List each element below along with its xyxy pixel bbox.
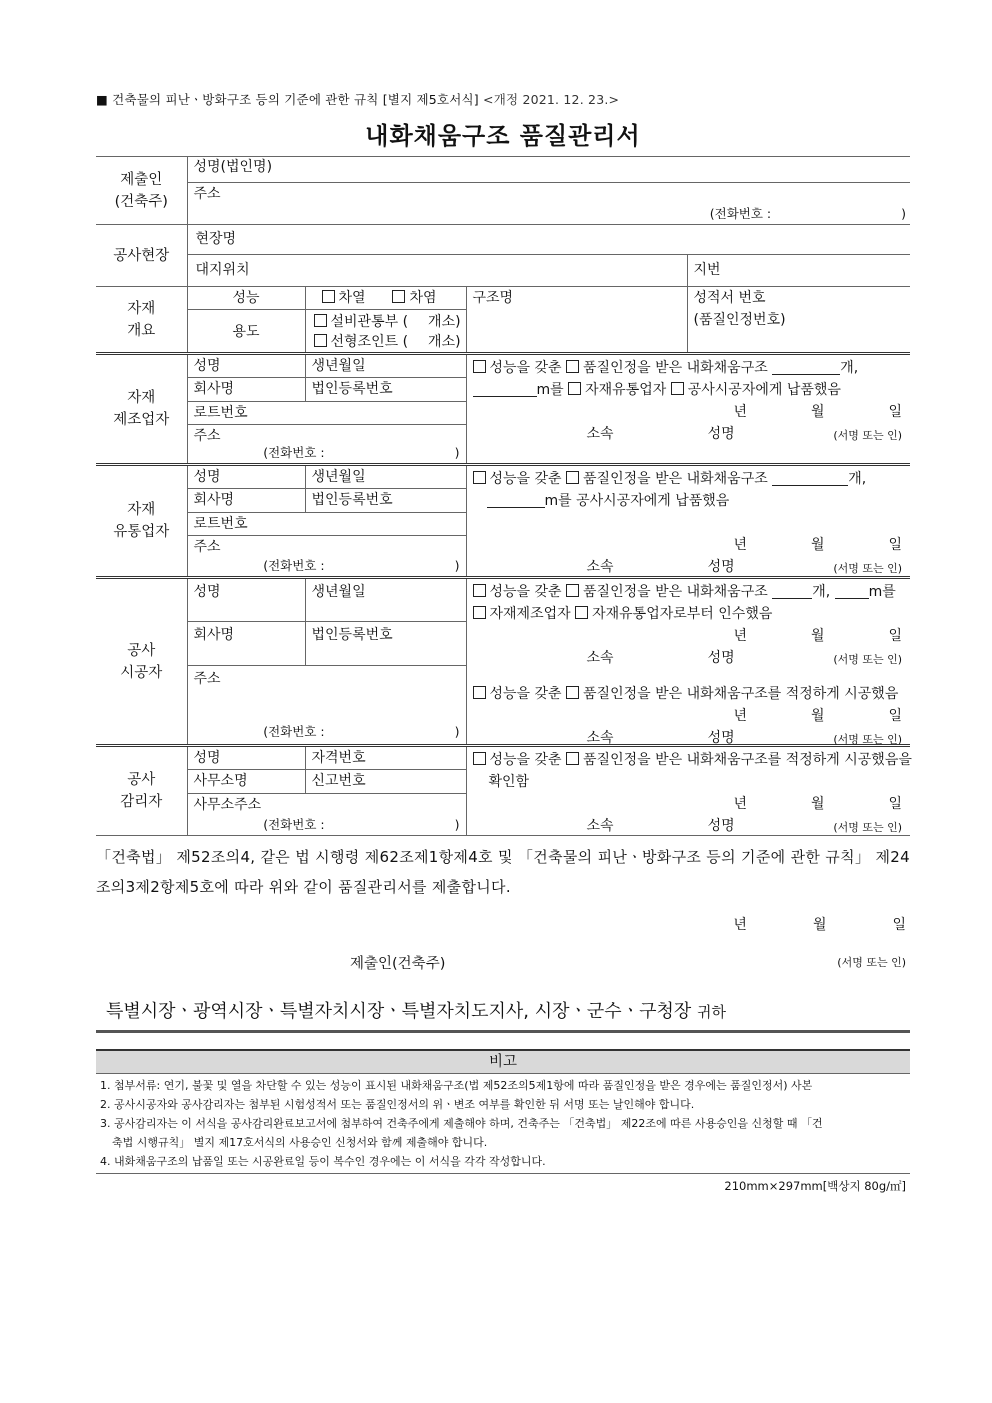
con-installed-certified-checkbox[interactable]: [566, 686, 579, 699]
manufacturer-birth-field[interactable]: 생년월일: [305, 354, 466, 378]
con-installed-performance-checkbox[interactable]: [473, 686, 486, 699]
rule-reference: ■ 건축물의 피난ㆍ방화구조 등의 기준에 관한 규칙 [별지 제5호서식]: [96, 92, 479, 107]
distributor-sign: 소속 성명: [586, 559, 735, 575]
site-location-field[interactable]: 대지위치: [187, 255, 687, 287]
submitter-tel: (전화번호 : ): [709, 206, 907, 221]
manufacturer-company-field[interactable]: 회사명: [187, 378, 305, 402]
pipe-penetration-checkbox[interactable]: [314, 314, 327, 327]
manufacturer-name-field[interactable]: 성명: [187, 354, 305, 378]
page-title: 내화채움구조 품질관리서: [365, 122, 641, 150]
submitter-name-field[interactable]: 성명(법인명): [187, 157, 910, 183]
paper-spec: 210mm×297mm[백상지 80g/㎡]: [724, 1179, 906, 1193]
site-lot-field[interactable]: 지번: [687, 255, 910, 287]
form-page: [96, 90, 910, 1194]
contractor-statement: 성능을 갖춘 품질인정을 받은 내화채움구조 개, m를 자재제조업자 자재유통업자로부터 인수했음 년 월 일 소속 성명 (서명 또는 인) 성능을 갖춘 품질인정을 받은 내화채움구조를 적정하게 시공했음 년 월 일 소속 성명 (서명 또는 인): [466, 578, 910, 746]
distributor-address-field[interactable]: 주소 (전화번호 : ): [187, 536, 466, 578]
contractor-birth-field[interactable]: 생년월일: [305, 578, 466, 622]
structure-name-field[interactable]: 구조명: [466, 287, 687, 354]
submitter-label: 제출인 (건축주): [96, 157, 187, 225]
manufacturer-label: 자재 제조업자: [96, 354, 187, 465]
mfr-to-distributor-checkbox[interactable]: [568, 382, 581, 395]
note-item: 축법 시행규칙」 별지 제17호서식의 사용승인 신청서와 함께 제출해야 합니다.: [112, 1136, 488, 1149]
note-item: 1. 첨부서류: 연기, 불꽃 및 열을 차단할 수 있는 성능이 표시된 내화채움구조(법 제52조의5제1항에 따라 품질인정을 받은 경우에는 품질인정서) 사본: [100, 1079, 813, 1092]
distributor-lot-field[interactable]: 로트번호: [187, 513, 466, 536]
manufacturer-corpno-field[interactable]: 법인등록번호: [305, 378, 466, 402]
distributor-statement: 성능을 갖춘 품질인정을 받은 내화채움구조 개, m를 공사시공자에게 납품했음 년 월 일 소속 성명 (서명 또는 인): [466, 465, 910, 578]
notes-heading: 비고: [96, 1049, 910, 1074]
form-header: [96, 90, 910, 110]
usage-options: 설비관통부 ( 개소) 선형조인트 ( 개소): [305, 310, 466, 354]
contractor-label: 공사 시공자: [96, 578, 187, 746]
supervisor-statement: 성능을 갖춘 품질인정을 받은 내화채움구조를 적정하게 시공했음을 확인함 년 월 일 소속 성명 (서명 또는 인): [466, 746, 910, 836]
sup-performance-checkbox[interactable]: [473, 752, 486, 765]
performance-options: 차열 차염: [305, 287, 466, 310]
contractor-statement-2: 성능을 갖춘 품질인정을 받은 내화채움구조를 적정하게 시공했음: [473, 683, 899, 705]
contractor-name-field[interactable]: 성명: [187, 578, 305, 622]
contractor-sign-1: 소속 성명: [586, 650, 735, 666]
note-item: 3. 공사감리자는 이 서식을 공사감리완료보고서에 첨부하여 건축주에게 제출해야 하며, 건축주는 「건축법」 제22조에 따른 사용승인을 신청할 때 「건: [100, 1117, 823, 1130]
distributor-date: 년 월 일: [733, 537, 903, 553]
recipient-line: 특별시장ㆍ광역시장ㆍ특별자치시장ㆍ특별자치도지사, 시장ㆍ군수ㆍ구청장 귀하: [96, 994, 910, 1033]
manufacturer-lot-field[interactable]: 로트번호: [187, 402, 466, 425]
mfr-certified-checkbox[interactable]: [566, 360, 579, 373]
con-performance-checkbox[interactable]: [473, 584, 486, 597]
quality-form-table: [96, 156, 910, 836]
submitter-address-field[interactable]: 주소 (전화번호 : ): [187, 183, 910, 225]
supervisor-date: 년 월 일: [733, 796, 903, 812]
supervisor-label: 공사 감리자: [96, 746, 187, 836]
submission-date: 년 월 일: [733, 917, 906, 933]
supervisor-sign: 소속 성명: [586, 818, 735, 834]
supervisor-license-field[interactable]: 자격번호: [305, 746, 466, 770]
contractor-date-2: 년 월 일: [733, 708, 903, 724]
contractor-address-field[interactable]: 주소 (전화번호 : ): [187, 666, 466, 746]
dist-certified-checkbox[interactable]: [566, 471, 579, 484]
linear-joint-checkbox[interactable]: [314, 334, 327, 347]
supervisor-reportno-field[interactable]: 신고번호: [305, 770, 466, 794]
submitter-sign-line: 제출인(건축주) (서명 또는 인): [350, 956, 906, 972]
insulation-checkbox[interactable]: [322, 290, 335, 303]
con-from-dist-checkbox[interactable]: [575, 606, 588, 619]
contractor-corpno-field[interactable]: 법인등록번호: [305, 622, 466, 666]
contractor-sign-2: 소속 성명: [586, 730, 735, 746]
distributor-corpno-field[interactable]: 법인등록번호: [305, 489, 466, 513]
notes-list: [96, 1074, 910, 1174]
flame-checkbox[interactable]: [392, 290, 405, 303]
revision-date: <개정 2021. 12. 23.>: [483, 92, 620, 107]
manufacturer-date: 년 월 일: [733, 404, 903, 420]
sup-certified-checkbox[interactable]: [566, 752, 579, 765]
distributor-birth-field[interactable]: 생년월일: [305, 465, 466, 489]
note-item: 4. 내화채움구조의 납품일 또는 시공완료일 등이 복수인 경우에는 이 서식을 각각 작성합니다.: [100, 1155, 546, 1168]
submission-statement: 「건축법」 제52조의4, 같은 법 시행령 제62조제1항제4호 및 「건축물의 피난ㆍ방화구조 등의 기준에 관한 규칙」 제24조의3제2항제5호에 따라 위와 같이 품질관리서를 제출합니다.: [96, 848, 910, 896]
supervisor-office-field[interactable]: 사무소명: [187, 770, 305, 794]
site-label: 공사현장: [96, 225, 187, 287]
distributor-label: 자재 유통업자: [96, 465, 187, 578]
con-from-mfr-checkbox[interactable]: [473, 606, 486, 619]
dist-performance-checkbox[interactable]: [473, 471, 486, 484]
contractor-date-1: 년 월 일: [733, 628, 903, 644]
supervisor-office-address-field[interactable]: 사무소주소 (전화번호 : ): [187, 794, 466, 836]
performance-label: 성능: [187, 287, 305, 310]
distributor-company-field[interactable]: 회사명: [187, 489, 305, 513]
distributor-name-field[interactable]: 성명: [187, 465, 305, 489]
report-number-field[interactable]: 성적서 번호 (품질인정번호): [687, 287, 910, 354]
material-label: 자재 개요: [96, 287, 187, 354]
manufacturer-sign: 소속 성명: [586, 426, 735, 442]
manufacturer-statement: 성능을 갖춘 품질인정을 받은 내화채움구조 개, m를 자재유통업자 공사시공자에게 납품했음 년 월 일 소속 성명 (서명 또는 인): [466, 354, 910, 465]
mfr-to-contractor-checkbox[interactable]: [671, 382, 684, 395]
manufacturer-address-field[interactable]: 주소 (전화번호 : ): [187, 425, 466, 465]
contractor-company-field[interactable]: 회사명: [187, 622, 305, 666]
mfr-performance-checkbox[interactable]: [473, 360, 486, 373]
supervisor-name-field[interactable]: 성명: [187, 746, 305, 770]
usage-label: 용도: [187, 310, 305, 354]
con-certified-checkbox[interactable]: [566, 584, 579, 597]
note-item: 2. 공사시공자와 공사감리자는 첨부된 시험성적서 또는 품질인정서의 위ㆍ변조 여부를 확인한 뒤 서명 또는 날인해야 합니다.: [100, 1098, 695, 1111]
site-name-field[interactable]: 현장명: [187, 225, 910, 255]
